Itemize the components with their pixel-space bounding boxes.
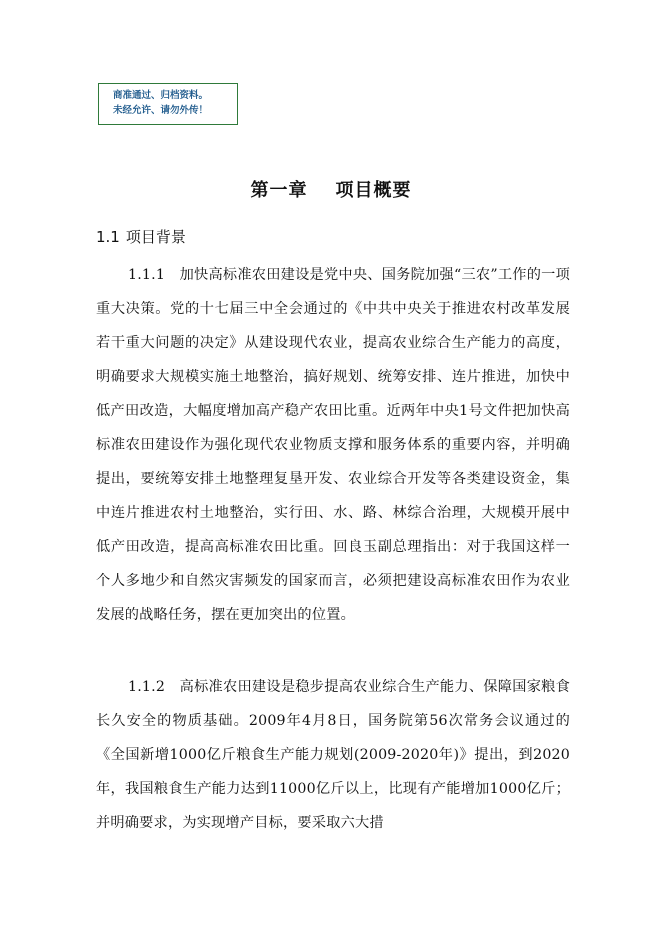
chapter-title: 项目概要 [335,180,412,201]
body-paragraph: 1.1.1 加快高标准农田建设是党中央、国务院加强“三农”工作的一项重大决策。党的十七届三中全会通过的《中共中央关于推进农村改革发展若干重大问题的决定》从建设现代农业，提高农业综合生产能力的高度，明确要求大规模实施土地整治，搞好规划、统筹安排、连片推进，加快中低产田改造，大幅度增加高产稳产农田比重。近两年中央1号文件把加快高标准农田建设作为强化现代农业物质支撑和服务体系的重要内容，并明确提出，要统筹安排土地整理复垦开发、农业综合开发等各类建设资金，集中连片推进农村土地整治，实行田、水、路、林综合治理，大规模开展中低产田改造，提高高标准农田比重。回良玉副总理指出：对于我国这样一个人多地少和自然灾害频发的国家而言，必须把建设高标准农田作为农业发展的战略任务，摆在更加突出的位置。 [96,267,570,623]
chapter-heading [0,176,662,202]
stamp-line-1: 商准通过、归档资料。 [113,90,209,101]
approval-stamp [98,83,238,125]
section-number: 1.1 [96,228,120,246]
section-heading [96,226,186,247]
stamp-line-2: 未经允许、请勿外传！ [113,105,209,116]
section-title: 项目背景 [125,228,186,246]
body-paragraph: 1.1.2 高标准农田建设是稳步提高农业综合生产能力、保障国家粮食长久安全的物质基础。2009年4月8日，国务院第56次常务会议通过的《全国新增1000亿斤粮食生产能力规划(2009-2020年)》提出，到2020年，我国粮食生产能力达到11000亿斤以上，比现有产能增加1000亿斤；并明确要求，为实现增产目标，要采取六大措 [96,679,570,831]
chapter-number: 第一章 [250,180,308,201]
